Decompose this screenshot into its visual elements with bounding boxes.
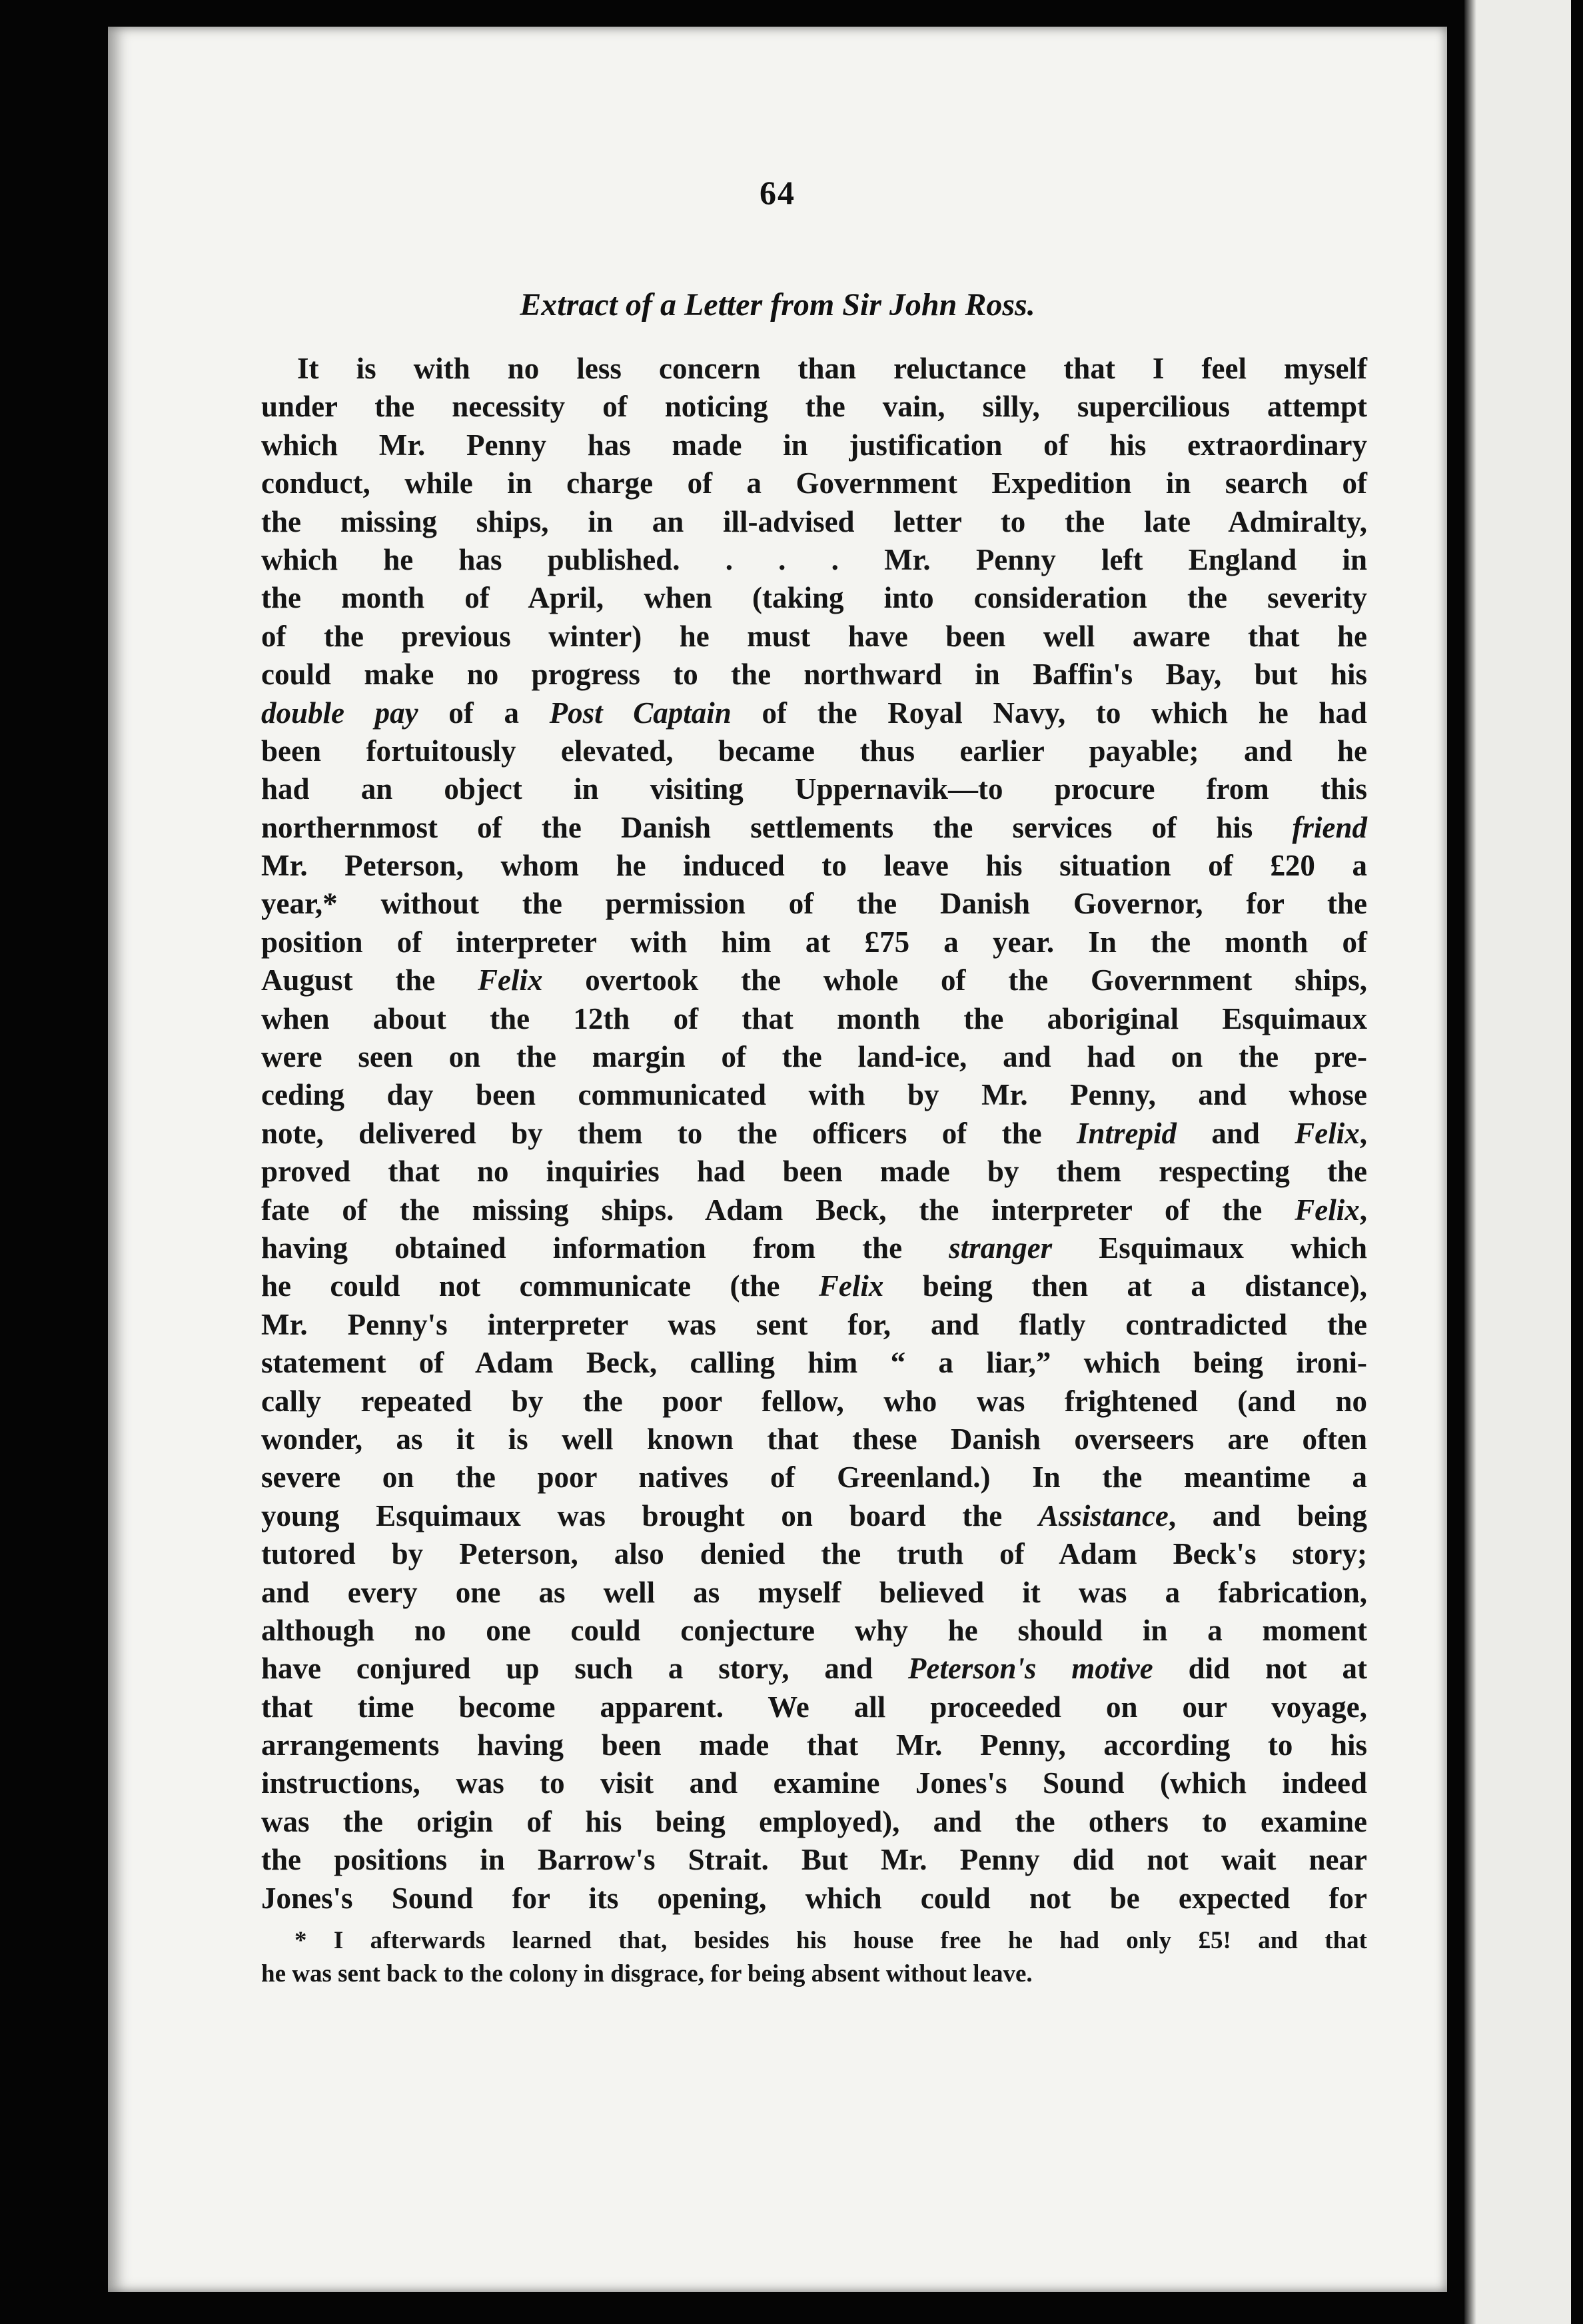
footnote bbox=[261, 1924, 1367, 1991]
body-line: was the origin of his being employed), and the others to examine bbox=[261, 1804, 1367, 1838]
body-line: Mr. Penny's interpreter was sent for, and flatly contradicted the bbox=[261, 1307, 1367, 1341]
body-line: that time become apparent. We all proceeded on our voyage, bbox=[261, 1690, 1367, 1724]
body-line: had an object in visiting Uppernavik—to procure from this bbox=[261, 772, 1367, 806]
body-line: the month of April, when (taking into consideration the severity bbox=[261, 581, 1367, 615]
body-line: arrangements having been made that Mr. Penny, according to his bbox=[261, 1728, 1367, 1762]
page-number: 64 bbox=[760, 174, 795, 211]
body-line: Jones's Sound for its opening, which could not be expected for bbox=[261, 1881, 1367, 1915]
body-line: northernmost of the Danish settlements the services of his friend bbox=[261, 810, 1367, 844]
body-line: although no one could conjecture why he should in a moment bbox=[261, 1613, 1367, 1647]
footnote-line: * I afterwards learned that, besides his house free he had only £5! and that bbox=[294, 1927, 1367, 1954]
body-line: severe on the poor natives of Greenland.) In the meantime a bbox=[261, 1460, 1367, 1494]
body-line: note, delivered by them to the officers of the Intrepid and Felix, bbox=[261, 1116, 1368, 1150]
body-line: year,* without the permission of the Danish Governor, for the bbox=[261, 887, 1367, 921]
body-line: proved that no inquiries had been made by them respecting the bbox=[261, 1155, 1367, 1189]
letter-heading: Extract of a Letter from Sir John Ross. bbox=[520, 287, 1035, 322]
body-line: which he has published. . . . Mr. Penny left England in bbox=[261, 542, 1367, 576]
book-page bbox=[108, 27, 1447, 2292]
body-line: the missing ships, in an ill-advised letter to the late Admiralty, bbox=[261, 504, 1367, 538]
page-gutter-shadow bbox=[1464, 0, 1476, 2324]
body-line: which Mr. Penny has made in justification of his extraordinary bbox=[261, 428, 1367, 462]
footnote-line: he was sent back to the colony in disgrace, for being absent without leave. bbox=[261, 1960, 1033, 1988]
body-line: It is with no less concern than reluctance that I feel myself bbox=[297, 352, 1367, 385]
adjacent-page-edge bbox=[1464, 0, 1571, 2324]
body-line: statement of Adam Beck, calling him “ a liar,” which being ironi- bbox=[261, 1346, 1367, 1380]
body-line: cally repeated by the poor fellow, who was frightened (and no bbox=[261, 1384, 1367, 1418]
body-line: been fortuitously elevated, became thus earlier payable; and he bbox=[261, 734, 1367, 768]
body-line: young Esquimaux was brought on board the Assistance, and being bbox=[261, 1498, 1367, 1532]
body-line: double pay of a Post Captain of the Royal Navy, to which he had bbox=[261, 696, 1367, 730]
body-line: and every one as well as myself believed it was a fabrication, bbox=[261, 1575, 1367, 1609]
body-line: conduct, while in charge of a Government Expedition in search of bbox=[261, 466, 1367, 500]
body-line: were seen on the margin of the land-ice, and had on the pre- bbox=[261, 1040, 1367, 1074]
body-line: ceding day been communicated with by Mr. Penny, and whose bbox=[261, 1078, 1367, 1112]
body-line: the positions in Barrow's Strait. But Mr. Penny did not wait near bbox=[261, 1843, 1367, 1877]
body-line: have conjured up such a story, and Peterson's motive did not at bbox=[261, 1652, 1367, 1686]
body-line: wonder, as it is well known that these Danish overseers are often bbox=[261, 1422, 1367, 1456]
body-line: position of interpreter with him at £75 a year. In the month of bbox=[261, 925, 1367, 959]
body-line: he could not communicate (the Felix being then at a distance), bbox=[261, 1269, 1367, 1303]
body-line: of the previous winter) he must have been well aware that he bbox=[261, 619, 1367, 653]
body-line: tutored by Peterson, also denied the truth of Adam Beck's story; bbox=[261, 1537, 1367, 1571]
body-line: Mr. Peterson, whom he induced to leave his situation of £20 a bbox=[261, 849, 1367, 883]
body-line: fate of the missing ships. Adam Beck, the interpreter of the Felix, bbox=[261, 1193, 1367, 1227]
body-line: instructions, was to visit and examine Jones's Sound (which indeed bbox=[261, 1766, 1367, 1800]
body-line: August the Felix overtook the whole of the Government ships, bbox=[261, 963, 1367, 997]
body-line: when about the 12th of that month the aboriginal Esquimaux bbox=[261, 1001, 1367, 1035]
body-line: having obtained information from the stranger Esquimaux which bbox=[261, 1231, 1368, 1265]
letter-body bbox=[261, 350, 1367, 1918]
body-line: could make no progress to the northward in Baffin's Bay, but his bbox=[261, 658, 1367, 692]
body-line: under the necessity of noticing the vain, silly, supercilious attempt bbox=[261, 390, 1367, 424]
